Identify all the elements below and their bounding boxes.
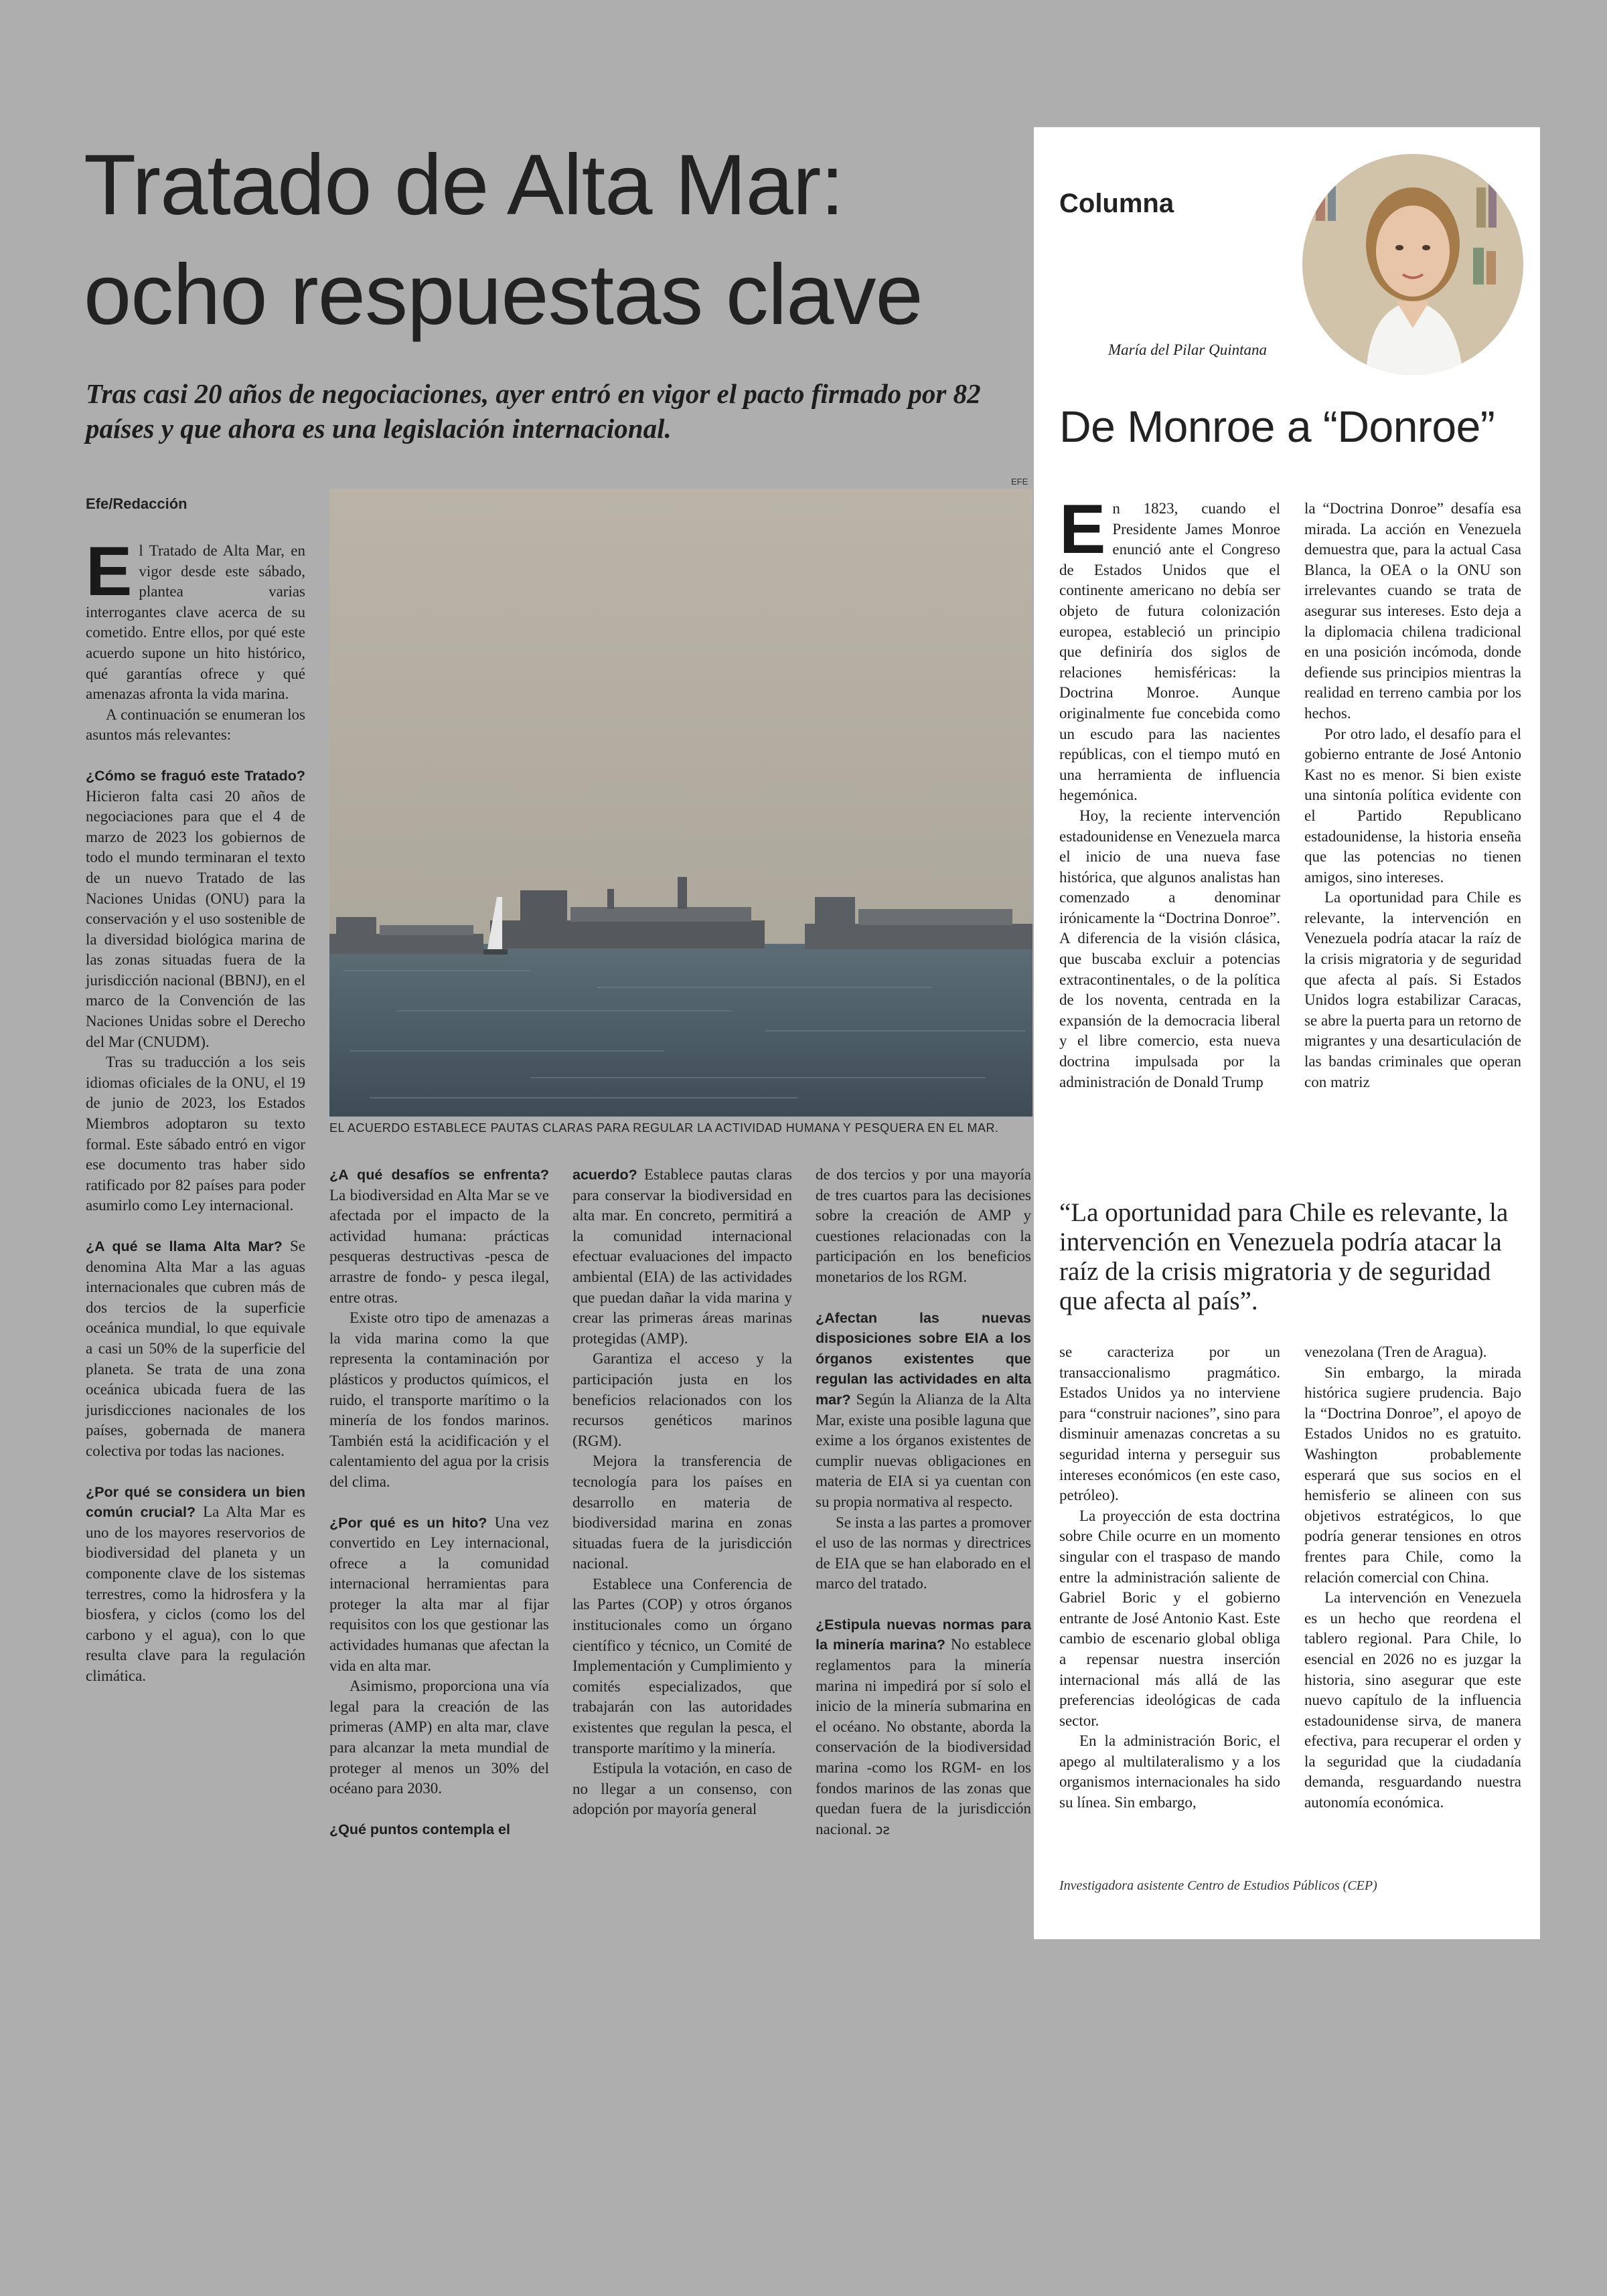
article-dropcap: E [86, 533, 133, 610]
article-title [84, 131, 1021, 350]
article-paragraph: Mejora la transferencia de tecnología para los países en desarrollo en materia de biodiversidad marina en zonas situadas fuera de la jurisdicción nacional. [572, 1453, 792, 1572]
column-paragraph: La proyección de esta doctrina sobre Chile ocurre en un momento singular con el traspaso de mando entre la administración saliente de Gabriel Boric y el gobierno entrante de José Antonio Kast. Este cambio de escenario global obliga a repensar nuestra inserción internacional más allá de las preferencias ideológicas de cada sector. [1059, 1507, 1280, 1729]
article-question: ¿Afectan las nuevas disposiciones sobre EIA a los órganos existentes que regulan las actividades en alta mar? [816, 1309, 1031, 1408]
column-text-1 [1059, 491, 1280, 1092]
article-title-line2: ocho respuestas clave [84, 247, 923, 343]
column-paragraph: La oportunidad para Chile es relevante, la intervención en Venezuela podría atacar la raíz de la crisis migratoria y de seguridad que afecta al país. Si Estados Unidos logra estabilizar Caracas, se abre la puerta para un retorno de migrantes y una desarticulación de las bandas criminales que operan con matriz [1304, 889, 1521, 1090]
article-paragraph: Una vez convertido en Ley internacional, ofrece a la comunidad internacional herramientas para proteger la alta mar al fijar requisitos con los que gestionar las actividades humanas que afectan la vida en alta mar. [329, 1513, 549, 1674]
column-dropcap: E [1059, 491, 1106, 568]
article-paragraph: Asimismo, proporciona una vía legal para la creación de las primeras (AMP) en alta mar, clave para alcanzar la meta mundial de proteger al menos un 30% del océano para 2030. [329, 1677, 549, 1797]
article-question: ¿Qué puntos contempla el [329, 1821, 510, 1837]
article-column-3 [572, 1165, 792, 1820]
article-question: ¿Por qué se considera un bien común crucial? [86, 1483, 305, 1521]
article-column-2 [329, 1165, 549, 1839]
article-paragraph: l Tratado de Alta Mar, en vigor desde este sábado, plantea varias interrogantes clave acerca de su cometido. Entre ellos, por qué este acuerdo supone un hito histórico, qué garantías ofrece y qué amenazas afronta la vida marina. [86, 542, 305, 703]
article-paragraph: Se insta a las partes a promover el uso de las normas y directrices de EIA que se han elaborado en el marco del tratado. [816, 1513, 1031, 1592]
article-column-1 [86, 533, 306, 1686]
photo-caption: EL ACUERDO ESTABLECE PAUTAS CLARAS PARA REGULAR LA ACTIVIDAD HUMANA Y PESQUERA EN EL MAR. [329, 1121, 999, 1135]
article-photo [329, 489, 1032, 1117]
author-name: María del Pilar Quintana [1108, 341, 1268, 358]
author-portrait-image [1302, 154, 1523, 375]
pull-quote: “La oportunidad para Chile es relevante, la intervención en Venezuela podría atacar la raíz de la crisis migratoria y de seguridad que afecta al país”. [1059, 1198, 1509, 1315]
article-question: ¿A qué desafíos se enfrenta? [329, 1167, 549, 1183]
column-paragraph: Hoy, la reciente intervención estadounidense en Venezuela marca el inicio de una nueva fase histórica, que algunos analistas han comenzado a denominar irónicamente la “Doctrina Donroe”. A diferencia de la visión clásica, que buscaba excluir a potencias extracontinentales, o de la política de los noventa, centrada en la expansión de la democracia liberal y el libre comercio, esta nueva doctrina impulsada por la administración de Donald Trump [1059, 807, 1280, 1090]
column-paragraph: se caracteriza por un transaccionalismo pragmático. Estados Unidos ya no interviene para “construir naciones”, sino para disminuir amenazas concretas a su seguridad interna y perseguir sus intereses económicos (en este caso, petróleo). [1059, 1343, 1280, 1504]
article-subtitle: Tras casi 20 años de negociaciones, ayer entró en vigor el pacto firmado por 82 países y que ahora es una legislación internacional. [86, 378, 981, 444]
photo-credit: EFE [1011, 477, 1028, 487]
article-title-line1: Tratado de Alta Mar: [84, 137, 844, 233]
ships-at-sea-image [329, 489, 1032, 1117]
article-paragraph: Se denomina Alta Mar a las aguas internacionales que cubren más de dos tercios de la superficie oceánica mundial, lo que equivale a casi un 50% de la superficie del planeta. Se trata de una zona oceánica ubicada fuera de las jurisdicciones nacionales de los países, gobernada de manera colectiva por todas las naciones. [86, 1238, 306, 1459]
author-footnote: Investigadora asistente Centro de Estudios Públicos (CEP) [1059, 1878, 1377, 1893]
column-paragraph: la “Doctrina Donroe” desafía esa mirada. La acción en Venezuela demuestra que, para la actual Casa Blanca, la OEA o la ONU son irrelevantes cuando se trata de asegurar sus intereses. Esto deja a la diplomacia chilena tradicional en una posición incómoda, donde defiende sus principios mientras la realidad en terreno cambia por los hechos. [1304, 500, 1521, 722]
column-paragraph: Por otro lado, el desafío para el gobierno entrante de José Antonio Kast no es menor. Si bien existe una sintonía política evidente con el Partido Republicano estadounidense, la historia enseña que las potencias no tienen amigos, sino intereses. [1304, 725, 1521, 886]
article-paragraph: Establece pautas claras para conservar la biodiversidad en alta mar. En concreto, permitirá a la comunidad internacional efectuar evaluaciones del impacto ambiental (EIA) de las actividades que puedan dañar la vida marina y crear las primeras áreas marinas protegidas (AMP). [572, 1166, 792, 1347]
article-column-4 [816, 1165, 1031, 1839]
column-title: De Monroe a “Donroe” [1059, 402, 1495, 451]
column-label: Columna [1059, 189, 1174, 218]
article-question: ¿A qué se llama Alta Mar? [86, 1238, 283, 1254]
column-paragraph: La intervención en Venezuela es un hecho que reordena el tablero regional. Para Chile, lo esencial en 2026 no es juzgar la historia, sino asegurar que este nuevo capítulo de la influencia estadounidense sirva, de manera efectiva, para recuperar el orden y la seguridad que la ciudadanía demanda, resguardando nuestra autonomía económica. [1304, 1589, 1521, 1811]
article-question: ¿Estipula nuevas normas para la minería marina? [816, 1616, 1031, 1653]
article-paragraph: La biodiversidad en Alta Mar se ve afectada por el impacto de la actividad humana: prácticas pesqueras destructivas -pesca de arrastre de fondo- y pesca ilegal, entre otras. [329, 1186, 549, 1306]
article-paragraph: A continuación se enumeran los asuntos más relevantes: [86, 706, 305, 744]
article-paragraph: Según la Alianza de la Alta Mar, existe una posible laguna que exime a los órganos existentes de cumplir nuevas obligaciones en materia de EIA si ya cuentan con su propia normativa al respecto. [816, 1390, 1031, 1510]
column-paragraph: venezolana (Tren de Aragua). [1304, 1343, 1487, 1360]
column-text-4 [1304, 1342, 1521, 1813]
author-photo [1302, 154, 1523, 375]
column-text-3 [1059, 1342, 1280, 1813]
article-byline: Efe/Redacción [86, 495, 187, 512]
article-paragraph: Garantiza el acceso y la participación justa en los beneficios relacionados con los recursos genéticos marinos (RGM). [572, 1350, 792, 1449]
article-question: ¿Por qué es un hito? [329, 1514, 487, 1531]
column-paragraph: n 1823, cuando el Presidente James Monroe enunció ante el Congreso de Estados Unidos que el continente americano no debía ser objeto de futura colonización europea, estableció un principio que definiría dos siglos de relaciones hemisféricas: la Doctrina Monroe. Aunque originalmente fue concebida como un escudo para las nacientes repúblicas, con el tiempo mutó en una herramienta de influencia hegemónica. [1059, 500, 1280, 804]
article-paragraph: de dos tercios y por una mayoría de tres cuartos para las decisiones sobre la creación de AMP y cuestiones relacionadas con la participación en los beneficios monetarios de los RGM. [816, 1166, 1031, 1285]
article-paragraph: Establece una Conferencia de las Partes (COP) y otros órganos institucionales como un órgano científico y técnico, un Comité de Implementación y Cumplimiento y comités especializados, que trabajarán con las autoridades existentes que regulan la pesca, el transporte marítimo y la minería. [572, 1575, 792, 1756]
article-paragraph: No establece reglamentos para la minería marina ni impedirá por sí solo el inicio de la minería submarina en el océano. No obstante, aborda la conservación de la biodiversidad marina -como los RGM- en los fondos marinos de las zonas que quedan fuera de la jurisdicción nacional. [816, 1636, 1032, 1837]
article-paragraph: Tras su traducción a los seis idiomas oficiales de la ONU, el 19 de junio de 2023, los Estados Miembros adoptaron su texto formal. Este sábado entró en vigor ese documento tras haber sido ratificado por 82 países para poder asumirlo como Ley internacional. [86, 1054, 305, 1214]
article-paragraph: Hicieron falta casi 20 años de negociaciones para que el 4 de marzo de 2023 los gobiernos de todo el mundo terminaran el texto de un nuevo Tratado de las Naciones Unidas (ONU) para la conservación y el uso sostenible de la diversidad biológica marina de las zonas situadas fuera de la jurisdicción nacional (BBNJ), en el marco de la Convención de las Naciones Unidas sobre el Derecho del Mar (CNUDM). [86, 787, 305, 1050]
article-question: ¿Cómo se fraguó este Tratado? [86, 767, 305, 784]
column-paragraph: En la administración Boric, el apego al multilateralismo y a los organismos internacionales ha sido su línea. Sin embargo, [1059, 1732, 1280, 1811]
end-mark-icon: ↄƨ [875, 1821, 890, 1837]
article-question: acuerdo? [572, 1167, 637, 1183]
article-paragraph: Estipula la votación, en caso de no llegar a un consenso, con adopción por mayoría general [572, 1760, 792, 1818]
column-text-2 [1304, 499, 1521, 1092]
article-paragraph: Existe otro tipo de amenazas a la vida marina como la que representa la contaminación por plásticos y productos químicos, el ruido, el transporte marítimo o la minería de los fondos marinos. También está la acidificación y el calentamiento del agua por la crisis del clima. [329, 1309, 549, 1490]
column-paragraph: Sin embargo, la mirada histórica sugiere prudencia. Bajo la “Doctrina Donroe”, el apoyo de Estados Unidos no es gratuito. Washington probablemente esperará que sus socios en el hemisferio se alineen con sus objetivos estratégicos, lo que podría generar tensiones en otros frentes para Chile, como la relación comercial con China. [1304, 1364, 1521, 1586]
article-paragraph: La Alta Mar es uno de los mayores reservorios de biodiversidad del planeta y un componente clave de los sistemas terrestres, como la hidrosfera y la biosfera, y ciclos (como los del carbono y el agua), con lo que resulta clave para la regulación climática. [86, 1503, 305, 1684]
